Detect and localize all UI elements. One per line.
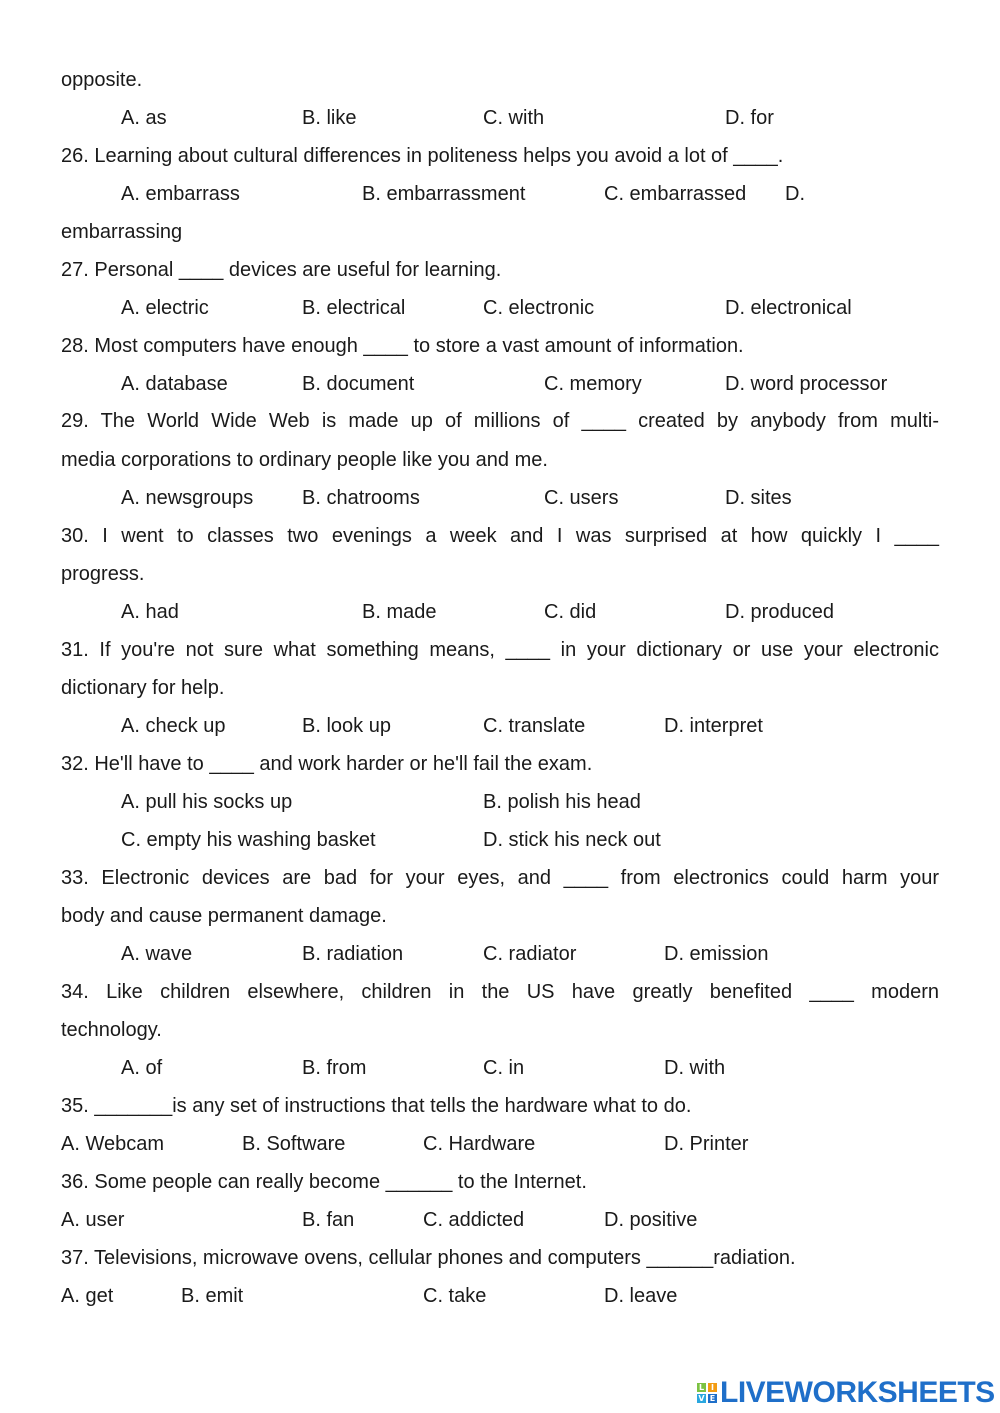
option-32b[interactable]: B. polish his head	[483, 791, 641, 813]
liveworksheets-logo	[697, 1376, 995, 1410]
option-33a[interactable]: A. wave	[121, 943, 193, 965]
option-30d[interactable]: D. produced	[725, 601, 834, 623]
question-29-stem-line1: 29. The World Wide Web is made up of millions of ____ created by anybody from multi-	[61, 410, 939, 432]
option-29c[interactable]: C. users	[544, 487, 619, 509]
question-27-stem: 27. Personal ____ devices are useful for learning.	[61, 259, 502, 281]
option-29a[interactable]: A. newsgroups	[121, 487, 254, 509]
option-25b[interactable]: B. like	[302, 107, 357, 129]
option-26b[interactable]: B. embarrassment	[362, 183, 526, 205]
option-33c[interactable]: C. radiator	[483, 943, 577, 965]
option-28d[interactable]: D. word processor	[725, 373, 888, 395]
question-31-stem-line2: dictionary for help.	[61, 677, 225, 699]
question-29-stem-line2: media corporations to ordinary people like you and me.	[61, 449, 548, 471]
option-36d[interactable]: D. positive	[604, 1209, 698, 1231]
option-28c[interactable]: C. memory	[544, 373, 642, 395]
option-26d-label[interactable]: D.	[785, 183, 805, 205]
option-37a[interactable]: A. get	[61, 1285, 114, 1307]
logo-letter-i: I	[708, 1383, 717, 1392]
option-36a[interactable]: A. user	[61, 1209, 125, 1231]
question-35-stem: 35. _______is any set of instructions that tells the hardware what to do.	[61, 1095, 692, 1117]
question-28-stem: 28. Most computers have enough ____ to store a vast amount of information.	[61, 335, 744, 357]
question-33-stem-line2: body and cause permanent damage.	[61, 905, 387, 927]
option-34a[interactable]: A. of	[121, 1057, 163, 1079]
option-30a[interactable]: A. had	[121, 601, 179, 623]
logo-wordmark: LIVEWORKSHEETS	[720, 1376, 995, 1409]
option-26a[interactable]: A. embarrass	[121, 183, 240, 205]
option-35a[interactable]: A. Webcam	[61, 1133, 164, 1155]
option-36c[interactable]: C. addicted	[423, 1209, 525, 1231]
option-29d[interactable]: D. sites	[725, 487, 792, 509]
logo-letter-e: E	[709, 1394, 716, 1403]
liveworksheets-logo-mark	[697, 1383, 717, 1403]
option-25d[interactable]: D. for	[725, 107, 774, 129]
question-34-stem-line1: 34. Like children elsewhere, children in the US have greatly benefited ____ modern	[61, 981, 939, 1003]
option-34d[interactable]: D. with	[664, 1057, 726, 1079]
option-31c[interactable]: C. translate	[483, 715, 586, 737]
option-32d[interactable]: D. stick his neck out	[483, 829, 661, 851]
question-30-stem-line2: progress.	[61, 563, 145, 585]
option-31d[interactable]: D. interpret	[664, 715, 763, 737]
question-26-stem: 26. Learning about cultural differences in politeness helps you avoid a lot of ____.	[61, 145, 784, 167]
option-36b[interactable]: B. fan	[302, 1209, 355, 1231]
question-31-stem-line1: 31. If you're not sure what something means, ____ in your dictionary or use your electronic	[61, 639, 939, 661]
question-34-stem-line2: technology.	[61, 1019, 162, 1041]
option-34b[interactable]: B. from	[302, 1057, 367, 1079]
option-33d[interactable]: D. emission	[664, 943, 769, 965]
option-26d-text[interactable]: embarrassing	[61, 221, 183, 243]
option-30c[interactable]: C. did	[544, 601, 597, 623]
option-27d[interactable]: D. electronical	[725, 297, 852, 319]
option-25a[interactable]: A. as	[121, 107, 167, 129]
option-35c[interactable]: C. Hardware	[423, 1133, 536, 1155]
option-27a[interactable]: A. electric	[121, 297, 209, 319]
option-34c[interactable]: C. in	[483, 1057, 525, 1079]
question-25-continuation: opposite.	[61, 69, 143, 91]
question-36-stem: 36. Some people can really become ______ to the Internet.	[61, 1171, 587, 1193]
option-28b[interactable]: B. document	[302, 373, 415, 395]
question-33-stem-line1: 33. Electronic devices are bad for your eyes, and ____ from electronics could harm your	[61, 867, 939, 889]
option-28a[interactable]: A. database	[121, 373, 228, 395]
option-33b[interactable]: B. radiation	[302, 943, 404, 965]
option-27b[interactable]: B. electrical	[302, 297, 406, 319]
option-32c[interactable]: C. empty his washing basket	[121, 829, 376, 851]
option-37d[interactable]: D. leave	[604, 1285, 678, 1307]
question-32-stem: 32. He'll have to ____ and work harder or he'll fail the exam.	[61, 753, 593, 775]
question-37-stem: 37. Televisions, microwave ovens, cellular phones and computers ______radiation.	[61, 1247, 796, 1269]
option-29b[interactable]: B. chatrooms	[302, 487, 420, 509]
option-35b[interactable]: B. Software	[242, 1133, 346, 1155]
option-32a[interactable]: A. pull his socks up	[121, 791, 293, 813]
option-25c[interactable]: C. with	[483, 107, 545, 129]
logo-letter-l: L	[698, 1383, 705, 1392]
option-35d[interactable]: D. Printer	[664, 1133, 749, 1155]
option-37b[interactable]: B. emit	[181, 1285, 244, 1307]
option-37c[interactable]: C. take	[423, 1285, 487, 1307]
option-31a[interactable]: A. check up	[121, 715, 226, 737]
option-31b[interactable]: B. look up	[302, 715, 391, 737]
question-30-stem-line1: 30. I went to classes two evenings a week and I was surprised at how quickly I ____	[61, 525, 939, 547]
option-27c[interactable]: C. electronic	[483, 297, 595, 319]
logo-letter-v: V	[698, 1394, 705, 1403]
option-26c[interactable]: C. embarrassed	[604, 183, 747, 205]
option-30b[interactable]: B. made	[362, 601, 437, 623]
